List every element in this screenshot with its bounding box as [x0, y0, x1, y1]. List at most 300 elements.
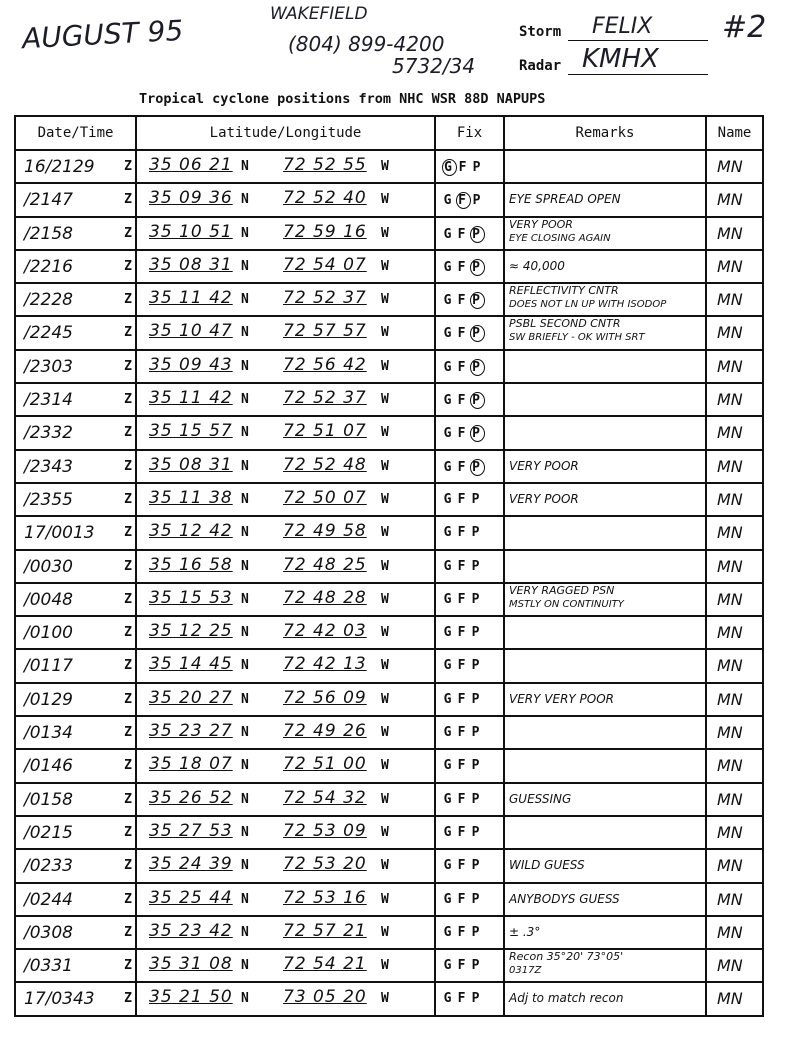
row-longitude: 72 49 58: [283, 521, 367, 542]
row-datetime: /0117: [24, 656, 73, 677]
fix-option-p: P: [470, 259, 485, 276]
row-latitude: 35 18 07: [149, 754, 233, 775]
row-remarks: VERY POOR: [509, 458, 579, 473]
west-marker: W: [381, 358, 389, 374]
fix-option-g: G: [443, 625, 455, 641]
row-fix: [442, 892, 484, 907]
fix-option-f: F: [457, 991, 469, 1007]
row-longitude: 72 54 07: [283, 254, 367, 275]
zulu-marker: Z: [124, 358, 132, 374]
zulu-marker: Z: [124, 258, 132, 274]
row-remarks: ± .3°: [509, 924, 541, 939]
north-marker: N: [241, 292, 249, 308]
west-marker: W: [381, 425, 389, 441]
west-marker: W: [381, 824, 389, 840]
north-marker: N: [241, 891, 249, 907]
fix-option-p: P: [471, 658, 483, 674]
row-datetime: /2343: [24, 456, 73, 477]
row-latitude: 35 12 42: [149, 521, 233, 542]
table-row: [15, 416, 763, 449]
contact-name: WAKEFIELD: [270, 4, 368, 24]
west-marker: W: [381, 491, 389, 507]
fix-option-p: P: [470, 359, 485, 376]
row-fix: [442, 725, 484, 740]
row-latitude: 35 10 47: [149, 321, 233, 342]
table-row: [15, 683, 763, 716]
zulu-marker: Z: [124, 991, 132, 1007]
zulu-marker: Z: [124, 192, 132, 208]
fix-option-p: P: [471, 858, 483, 874]
fix-option-g: G: [443, 193, 455, 209]
row-longitude: 72 57 21: [283, 920, 367, 941]
table-row: [15, 816, 763, 849]
fix-option-p: P: [470, 226, 485, 243]
fix-option-f: F: [457, 259, 469, 275]
west-marker: W: [381, 958, 389, 974]
row-latitude: 35 23 42: [149, 920, 233, 941]
zulu-marker: Z: [124, 392, 132, 408]
north-marker: N: [241, 958, 249, 974]
fix-option-p: P: [470, 425, 485, 442]
table-row: [15, 716, 763, 749]
north-marker: N: [241, 358, 249, 374]
fix-option-f: F: [457, 824, 469, 840]
row-latitude: 35 06 21: [149, 155, 233, 175]
row-latitude: 35 10 51: [149, 221, 233, 242]
zulu-marker: Z: [124, 858, 132, 874]
fix-option-p: P: [471, 625, 483, 641]
row-datetime: /2314: [24, 390, 73, 411]
row-longitude: 72 57 57: [283, 321, 367, 342]
fix-option-g: G: [443, 758, 455, 774]
fix-option-p: P: [471, 758, 483, 774]
row-fix: [442, 525, 484, 540]
row-remarks: PSBL SECOND CNTR: [509, 317, 621, 331]
row-remarks: GUESSING: [509, 791, 572, 806]
fix-option-p: P: [471, 791, 483, 807]
table-header-row: [15, 116, 763, 150]
fix-option-f: F: [457, 226, 469, 242]
north-marker: N: [241, 691, 249, 707]
row-longitude: 72 52 37: [283, 288, 367, 309]
date-note: AUGUST 95: [21, 13, 185, 56]
zulu-marker: Z: [124, 491, 132, 507]
fix-option-f: F: [457, 725, 469, 741]
zulu-marker: Z: [124, 658, 132, 674]
west-marker: W: [381, 791, 389, 807]
row-datetime: /2147: [24, 190, 73, 211]
row-latitude: 35 15 53: [149, 587, 233, 608]
table-row: [15, 150, 763, 183]
fix-option-p: P: [471, 591, 483, 607]
fix-option-g: G: [443, 359, 455, 375]
zulu-marker: Z: [124, 791, 132, 807]
west-marker: W: [381, 625, 389, 641]
row-datetime: 17/0013: [24, 523, 95, 544]
row-datetime: /0100: [24, 623, 73, 644]
west-marker: W: [381, 891, 389, 907]
north-marker: N: [241, 791, 249, 807]
zulu-marker: Z: [124, 891, 132, 907]
row-longitude: 72 42 03: [283, 621, 367, 642]
zulu-marker: Z: [124, 625, 132, 641]
table-row: [15, 383, 763, 416]
row-name: MN: [717, 323, 743, 343]
row-fix: [442, 259, 485, 276]
fix-option-p: P: [471, 991, 483, 1007]
row-datetime: /0244: [24, 889, 73, 910]
storm-label: Storm: [519, 24, 562, 40]
row-fix: [442, 359, 485, 376]
row-latitude: 35 21 50: [149, 987, 233, 1008]
fix-option-g: G: [443, 525, 455, 541]
row-latitude: 35 08 31: [149, 454, 233, 475]
fix-option-p: P: [471, 525, 483, 541]
row-name: MN: [717, 656, 743, 676]
north-marker: N: [241, 425, 249, 441]
row-name: MN: [717, 157, 743, 176]
fix-option-f: F: [457, 293, 469, 309]
row-fix: [442, 825, 484, 840]
row-latitude: 35 11 38: [149, 487, 233, 508]
north-marker: N: [241, 392, 249, 408]
storm-number: #2: [722, 10, 767, 45]
row-latitude: 35 11 42: [149, 288, 233, 309]
row-longitude: 72 53 09: [283, 820, 367, 841]
fix-option-f: F: [457, 791, 469, 807]
form-title: Tropical cyclone positions from NHC WSR 88D NAPUPS: [139, 91, 546, 107]
fix-option-f: F: [457, 625, 469, 641]
row-remarks-line2: SW BRIEFLY - OK WITH SRT: [509, 332, 645, 344]
north-marker: N: [241, 225, 249, 241]
row-datetime: /2355: [24, 489, 73, 510]
west-marker: W: [381, 225, 389, 241]
row-longitude: 72 56 09: [283, 687, 367, 708]
row-latitude: 35 09 43: [149, 354, 233, 375]
zulu-marker: Z: [124, 591, 132, 607]
row-name: MN: [717, 822, 743, 842]
row-longitude: 72 51 00: [283, 754, 367, 775]
fix-option-g: G: [443, 658, 455, 674]
fix-option-g: G: [443, 293, 455, 309]
row-fix: [442, 492, 484, 507]
fix-option-f: F: [457, 326, 469, 342]
table-row: [15, 616, 763, 649]
row-remarks: VERY POOR: [509, 217, 573, 231]
row-fix: [442, 325, 485, 342]
table-row: [15, 183, 763, 216]
west-marker: W: [381, 924, 389, 940]
west-marker: W: [381, 159, 389, 174]
fix-option-g: G: [443, 958, 455, 974]
zulu-marker: Z: [124, 525, 132, 541]
table-body: [15, 150, 763, 1016]
table-row: [15, 283, 763, 316]
west-marker: W: [381, 691, 389, 707]
fix-option-g: G: [443, 858, 455, 874]
row-name: MN: [717, 523, 743, 543]
row-remarks: REFLECTIVITY CNTR: [509, 284, 619, 298]
row-fix: [442, 758, 484, 773]
west-marker: W: [381, 258, 389, 274]
fix-option-p: P: [472, 193, 484, 209]
row-remarks: EYE SPREAD OPEN: [509, 192, 621, 207]
west-marker: W: [381, 991, 389, 1007]
row-datetime: /2303: [24, 356, 73, 377]
col-header-latlon: Latitude/Longitude: [136, 116, 435, 150]
fix-option-f: F: [457, 958, 469, 974]
row-remarks-line2: 0317Z: [509, 965, 542, 977]
fix-option-f: F: [457, 758, 469, 774]
fix-option-g: G: [443, 226, 455, 242]
fix-option-f: F: [457, 491, 469, 507]
row-fix: [442, 159, 485, 176]
row-datetime: /0158: [24, 789, 73, 810]
row-longitude: 72 51 07: [283, 421, 367, 442]
row-latitude: 35 11 42: [149, 388, 233, 409]
row-datetime: /2216: [24, 256, 73, 277]
west-marker: W: [381, 658, 389, 674]
table-row: [15, 450, 763, 483]
row-name: MN: [717, 689, 743, 709]
table-row: [15, 516, 763, 549]
row-longitude: 72 52 48: [283, 454, 367, 475]
row-latitude: 35 16 58: [149, 554, 233, 575]
west-marker: W: [381, 525, 389, 541]
row-name: MN: [717, 756, 743, 776]
zulu-marker: Z: [124, 159, 132, 174]
zulu-marker: Z: [124, 292, 132, 308]
table-row: [15, 849, 763, 882]
col-header-fix: Fix: [435, 116, 504, 150]
table-row: [15, 649, 763, 682]
fix-option-p: P: [470, 392, 485, 409]
row-latitude: 35 27 53: [149, 820, 233, 841]
row-fix: [442, 792, 484, 807]
zulu-marker: Z: [124, 725, 132, 741]
row-longitude: 73 05 20: [283, 987, 367, 1008]
fix-option-p: P: [471, 824, 483, 840]
row-latitude: 35 08 31: [149, 254, 233, 275]
fix-option-f: F: [457, 426, 469, 442]
row-name: MN: [717, 390, 743, 410]
row-fix: [442, 991, 484, 1006]
fix-option-g: G: [443, 725, 455, 741]
radar-label: Radar: [519, 58, 562, 74]
row-latitude: 35 12 25: [149, 621, 233, 642]
north-marker: N: [241, 159, 249, 174]
row-datetime: /0308: [24, 922, 73, 943]
table-row: [15, 982, 763, 1015]
row-datetime: /0331: [24, 956, 73, 977]
row-remarks-line2: MSTLY ON CONTINUITY: [509, 598, 624, 610]
col-header-name: Name: [706, 116, 763, 150]
row-fix: [442, 425, 485, 442]
row-latitude: 35 20 27: [149, 687, 233, 708]
row-latitude: 35 09 36: [149, 188, 233, 209]
west-marker: W: [381, 292, 389, 308]
fix-option-p: P: [471, 924, 483, 940]
west-marker: W: [381, 725, 389, 741]
fix-option-p: P: [471, 891, 483, 907]
row-name: MN: [717, 423, 743, 443]
row-name: MN: [717, 889, 743, 909]
north-marker: N: [241, 991, 249, 1007]
row-name: MN: [717, 456, 743, 476]
row-longitude: 72 52 55: [283, 155, 367, 175]
north-marker: N: [241, 258, 249, 274]
fix-option-g: G: [443, 991, 455, 1007]
row-fix: [442, 858, 484, 873]
fix-option-p: P: [470, 325, 485, 342]
zulu-marker: Z: [124, 924, 132, 940]
row-fix: [442, 392, 485, 409]
row-name: MN: [717, 856, 743, 876]
west-marker: W: [381, 858, 389, 874]
row-name: MN: [717, 956, 743, 976]
fix-option-g: G: [443, 558, 455, 574]
fix-option-f: F: [457, 924, 469, 940]
row-name: MN: [717, 989, 743, 1009]
row-longitude: 72 59 16: [283, 221, 367, 242]
fix-option-p: P: [471, 958, 483, 974]
fix-option-g: G: [443, 791, 455, 807]
table-row: [15, 749, 763, 782]
row-name: MN: [717, 589, 743, 609]
fix-option-g: G: [443, 824, 455, 840]
row-longitude: 72 50 07: [283, 487, 367, 508]
row-longitude: 72 54 21: [283, 954, 367, 975]
row-longitude: 72 53 16: [283, 887, 367, 908]
row-latitude: 35 15 57: [149, 421, 233, 442]
row-latitude: 35 24 39: [149, 854, 233, 875]
row-remarks-line2: EYE CLOSING AGAIN: [509, 232, 611, 244]
storm-value: FELIX: [592, 14, 653, 39]
table-row: [15, 783, 763, 816]
fix-option-f: F: [457, 858, 469, 874]
zulu-marker: Z: [124, 758, 132, 774]
fix-option-g: G: [443, 259, 455, 275]
west-marker: W: [381, 591, 389, 607]
fix-option-g: G: [443, 393, 455, 409]
row-fix: [442, 658, 484, 673]
row-datetime: /2158: [24, 223, 73, 244]
north-marker: N: [241, 858, 249, 874]
radar-value: KMHX: [582, 44, 659, 74]
fix-option-p: P: [472, 160, 484, 175]
row-fix: [442, 292, 485, 309]
row-latitude: 35 23 27: [149, 721, 233, 742]
row-remarks: WILD GUESS: [509, 858, 585, 873]
row-fix: [442, 192, 485, 209]
row-datetime: 16/2129: [24, 157, 95, 177]
row-longitude: 72 56 42: [283, 354, 367, 375]
fix-option-f: F: [457, 891, 469, 907]
row-name: MN: [717, 489, 743, 509]
north-marker: N: [241, 625, 249, 641]
fix-option-f: F: [457, 691, 469, 707]
row-name: MN: [717, 623, 743, 643]
table-row: [15, 550, 763, 583]
row-fix: [442, 459, 485, 476]
row-datetime: /2245: [24, 323, 73, 344]
col-header-remarks: Remarks: [504, 116, 706, 150]
table-row: [15, 583, 763, 616]
north-marker: N: [241, 525, 249, 541]
fix-option-g: G: [443, 691, 455, 707]
north-marker: N: [241, 591, 249, 607]
row-name: MN: [717, 723, 743, 743]
row-name: MN: [717, 223, 743, 243]
row-datetime: /0233: [24, 856, 73, 877]
north-marker: N: [241, 558, 249, 574]
table-row: [15, 916, 763, 949]
row-name: MN: [717, 290, 743, 310]
zulu-marker: Z: [124, 824, 132, 840]
row-fix: [442, 559, 484, 574]
row-latitude: 35 26 52: [149, 787, 233, 808]
row-datetime: 17/0343: [24, 989, 95, 1010]
row-datetime: /2332: [24, 423, 73, 444]
row-datetime: /2228: [24, 290, 73, 311]
row-fix: [442, 925, 484, 940]
row-fix: [442, 692, 484, 707]
north-marker: N: [241, 924, 249, 940]
row-remarks: VERY VERY POOR: [509, 691, 615, 706]
fix-option-g: G: [443, 591, 455, 607]
row-latitude: 35 25 44: [149, 887, 233, 908]
row-longitude: 72 53 20: [283, 854, 367, 875]
fix-option-p: P: [471, 725, 483, 741]
west-marker: W: [381, 458, 389, 474]
row-remarks-line2: DOES NOT LN UP WITH ISODOP: [509, 299, 667, 311]
table-row: [15, 883, 763, 916]
row-fix: [442, 958, 484, 973]
zulu-marker: Z: [124, 458, 132, 474]
row-remarks: Recon 35°20' 73°05': [509, 950, 624, 964]
positions-table: [14, 115, 764, 1017]
north-marker: N: [241, 192, 249, 208]
col-header-datetime: Date/Time: [15, 116, 136, 150]
fix-option-f: F: [457, 393, 469, 409]
row-fix: [442, 592, 484, 607]
zulu-marker: Z: [124, 558, 132, 574]
table-row: [15, 217, 763, 250]
fix-option-f: F: [457, 591, 469, 607]
fix-option-p: P: [471, 558, 483, 574]
contact-phone: (804) 899-4200: [288, 32, 445, 56]
fix-option-f: F: [457, 359, 469, 375]
row-longitude: 72 52 37: [283, 388, 367, 409]
west-marker: W: [381, 558, 389, 574]
table-row: [15, 316, 763, 349]
row-latitude: 35 14 45: [149, 654, 233, 675]
row-longitude: 72 49 26: [283, 721, 367, 742]
fix-option-p: P: [470, 459, 485, 476]
row-datetime: /0134: [24, 723, 73, 744]
table-row: [15, 350, 763, 383]
table-row: [15, 250, 763, 283]
row-longitude: 72 52 40: [283, 188, 367, 209]
fix-option-g: G: [443, 891, 455, 907]
zulu-marker: Z: [124, 958, 132, 974]
row-name: MN: [717, 356, 743, 376]
fix-option-g: G: [443, 924, 455, 940]
row-remarks: VERY POOR: [509, 491, 579, 506]
row-datetime: /0215: [24, 822, 73, 843]
row-fix: [442, 625, 484, 640]
fix-option-f: F: [457, 459, 469, 475]
